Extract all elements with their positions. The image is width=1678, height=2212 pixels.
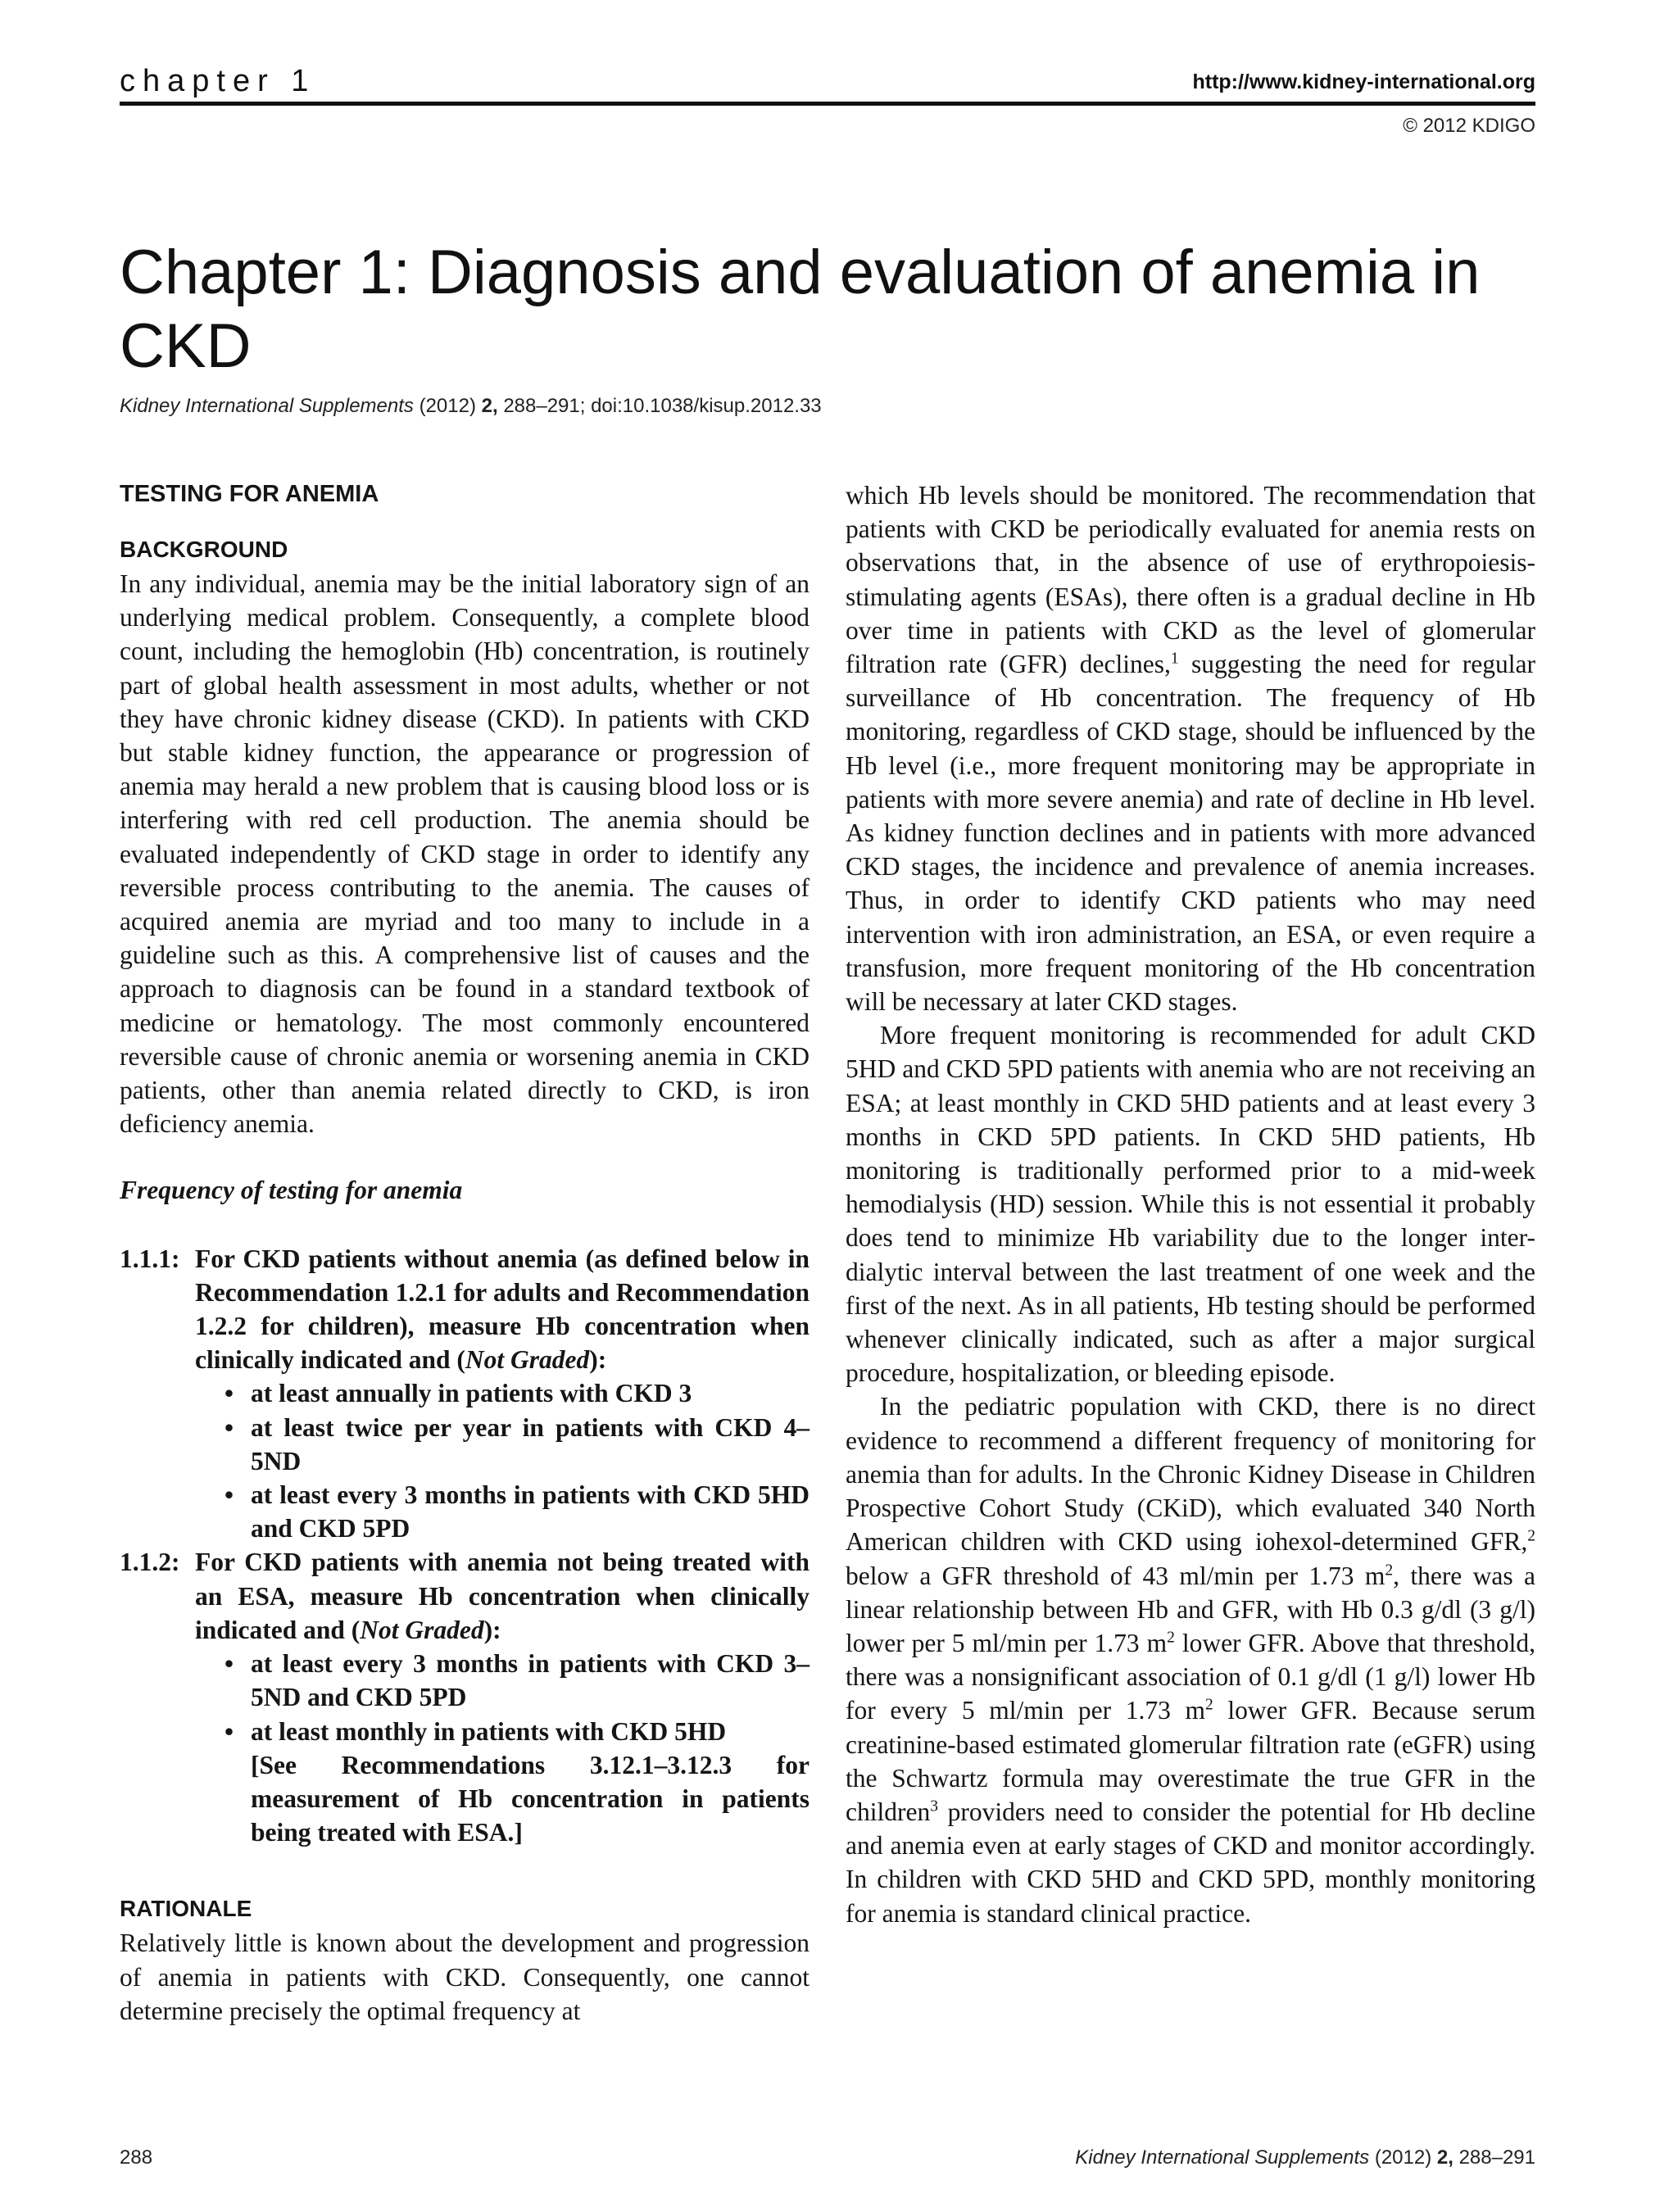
bullet-text: at least monthly in patients with CKD 5HD: [251, 1716, 727, 1746]
bullet-dot-icon: •: [224, 1716, 234, 1746]
footer-pages: 288–291: [1458, 2146, 1535, 2169]
reference-marker: 1: [1170, 650, 1179, 668]
text-run: lower GFR. Because serum creatinine-based estimated glomerular filtration rate (eGFR) using the Schwartz formula may overestimate the true GFR in the children: [846, 1696, 1535, 1826]
bullet-text: at least annually in patients with CKD 3: [251, 1379, 692, 1408]
bullet-dot-icon: •: [224, 1649, 234, 1679]
recommendation-statement-end: ):: [589, 1345, 607, 1375]
text-run: In the pediatric population with CKD, there is no direct evidence to recommend a different frequency of monitoring for anemia than for adults. In the Chronic Kidney Disease in Children Prospective Cohort Study (CKiD), which evaluated 340 North American children with CKD using iohexol-determined GFR,: [846, 1392, 1535, 1557]
citation-volume: 2,: [481, 395, 498, 417]
bullet-dot-icon: •: [224, 1480, 234, 1510]
recommendation-statement: For CKD patients without anemia (as defined below in Recommendation 1.2.1 for adults and Recommendation 1.2.2 for children), measure Hb concentration when clinically indicated and (: [195, 1244, 810, 1375]
bullet-text: at least twice per year in patients with CKD 4–5ND: [251, 1412, 810, 1475]
recommendation-bullets: [195, 1376, 810, 1545]
bullet-dot-icon: •: [224, 1412, 234, 1442]
background-paragraph: In any individual, anemia may be the initial laboratory sign of an underlying medical problem. Consequently, a complete blood count, including the hemoglobin (Hb) concentration, is routinely part of global health assessment in most adults, whether or not they have chronic kidney disease (CKD). In patients with CKD but stable kidney function, the appearance or progression of anemia may herald a new problem that is causing blood loss or is interfering with red cell production. The anemia should be evaluated independently of CKD stage in order to identify any reversible process contributing to the anemia. The causes of acquired anemia are myriad and too many to include in a guideline such as this. A comprehensive list of causes and the approach to diagnosis can be found in a standard textbook of medicine or hematology. The most commonly encountered reversible cause of chronic anemia or worsening anemia in CKD patients, other than anemia related directly to CKD, is iron deficiency anemia.: [120, 569, 810, 1139]
bullet-item: [224, 1411, 810, 1478]
superscript-squared: 2: [1204, 1696, 1213, 1714]
journal-url: http://www.kidney-international.org: [1192, 70, 1535, 93]
recommendation-statement: For CKD patients with anemia not being treated with an ESA, measure Hb concentration when clinically indicated and (: [195, 1548, 810, 1644]
header-rule: [120, 102, 1535, 106]
superscript-squared: 2: [1385, 1562, 1394, 1579]
recommendation-note: [See Recommendations 3.12.1–3.12.3 for measurement of Hb concentration in patients being treated with ESA.]: [251, 1750, 810, 1847]
text-run: below a GFR threshold of 43 ml/min per 1.73 m: [846, 1561, 1385, 1590]
reference-marker: 2: [1527, 1527, 1535, 1545]
copyright-notice: © 2012 KDIGO: [1403, 115, 1535, 137]
bullet-item: [224, 1376, 810, 1410]
recommendation-number: 1.1.2:: [120, 1548, 180, 1577]
recommendation-number: 1.1.1:: [120, 1244, 180, 1273]
text-run: providers need to consider the potential for Hb decline and anemia even at early stages of CKD and monitor accordingly. In children with CKD 5HD and CKD 5PD, monthly monitoring for anemia is standard clinical practice.: [846, 1797, 1535, 1928]
bullet-text: at least every 3 months in patients with CKD 3–5ND and CKD 5PD: [251, 1649, 810, 1712]
footer-citation: [1075, 2146, 1535, 2169]
recommendation-statement-end: ):: [483, 1615, 501, 1644]
recommendation-body: [195, 1242, 810, 1546]
subheading-rationale: RATIONALE: [120, 1896, 252, 1922]
adult-monitoring-paragraph: More frequent monitoring is recommended for adult CKD 5HD and CKD 5PD patients with anemia who are not receiving an ESA; at least monthly in CKD 5HD patients and at least every 3 months in CKD 5PD patients. In CKD 5HD patients, Hb monitoring is traditionally performed prior to a mid-week hemodialysis (HD) session. While this is not essential it probably does tend to minimize Hb variability due to the longer inter-dialytic interval between the last treatment of one week and the first of the next. As in all patients, Hb testing should be performed whenever clinically indicated, such as after a major surgical procedure, hospitalization, or bleeding episode.: [846, 1021, 1535, 1388]
recommendation-text: [195, 1242, 810, 1377]
citation-journal: Kidney International Supplements: [120, 395, 414, 417]
text-run: suggesting the need for regular surveillance of Hb concentration. The frequency of Hb monitoring, regardless of CKD stage, should be influenced by the Hb level (i.e., more frequent monitoring may be appropriate in patients with more severe anemia) and rate of decline in Hb level. As kidney function declines and in patients with more advanced CKD stages, the incidence and prevalence of anemia increases. Thus, in order to identify CKD patients who may need intervention with iron administration, an ESA, or even require a transfusion, more frequent monitoring of the Hb concentration will be necessary at later CKD stages.: [846, 650, 1535, 1017]
page-number: 288: [120, 2146, 153, 2169]
article-citation: [120, 395, 822, 418]
text-run: lower GFR. Above that threshold, there was a nonsignificant association of 0.1 g/dl (1 g/l) lower Hb for every 5 ml/min per 1.73 m: [846, 1628, 1535, 1725]
grade-label: Not Graded: [465, 1345, 590, 1375]
bullet-text: at least every 3 months in patients with CKD 5HD and CKD 5PD: [251, 1480, 810, 1543]
pediatric-paragraph: [846, 1389, 1535, 1929]
text-run: , there was a linear relationship between Hb and GFR, with Hb 0.3 g/dl (3 g/l) lower per 5 ml/min per 1.73 m: [846, 1561, 1535, 1657]
recommendation-1-1-1: [120, 1242, 810, 1546]
frequency-heading: Frequency of testing for anemia: [120, 1176, 463, 1205]
recommendation-1-1-2: [120, 1545, 810, 1849]
grade-label: Not Graded: [360, 1615, 484, 1644]
running-header-label: chapter 1: [120, 64, 316, 98]
text-run: which Hb levels should be monitored. The recommendation that patients with CKD be periodically evaluated for anemia rests on observations that, in the absence of use of erythropoiesis-stimulating agents (ESAs), there often is a gradual decline in Hb over time in patients with CKD as the level of glomerular filtration rate (GFR) declines,: [846, 481, 1535, 679]
reference-marker: 3: [930, 1797, 938, 1815]
subheading-background: BACKGROUND: [120, 537, 288, 562]
superscript-squared: 2: [1167, 1629, 1175, 1647]
section-heading-testing: TESTING FOR ANEMIA: [120, 481, 379, 507]
bullet-item: [224, 1478, 810, 1545]
citation-year: (2012): [419, 395, 476, 417]
bullet-item: [224, 1715, 810, 1850]
recommendation-text: [195, 1545, 810, 1647]
citation-pages-doi: 288–291; doi:10.1038/kisup.2012.33: [503, 395, 822, 417]
bullet-item: [224, 1647, 810, 1714]
footer-year: (2012): [1374, 2146, 1432, 2169]
chapter-title: Chapter 1: Diagnosis and evaluation of anemia in CKD: [120, 238, 1481, 381]
right-column: [846, 478, 1535, 1930]
recommendation-bullets: [195, 1647, 810, 1849]
left-column: [120, 475, 810, 2028]
recommendation-body: [195, 1545, 810, 1849]
footer-volume: 2,: [1436, 2146, 1454, 2169]
rationale-paragraph: Relatively little is known about the development and progression of anemia in patients with CKD. Consequently, one cannot determine precisely the optimal frequency at: [120, 1929, 810, 2025]
footer-journal-name: Kidney International Supplements: [1075, 2146, 1370, 2169]
rationale-continued-paragraph: [846, 478, 1535, 1018]
bullet-dot-icon: •: [224, 1379, 234, 1408]
